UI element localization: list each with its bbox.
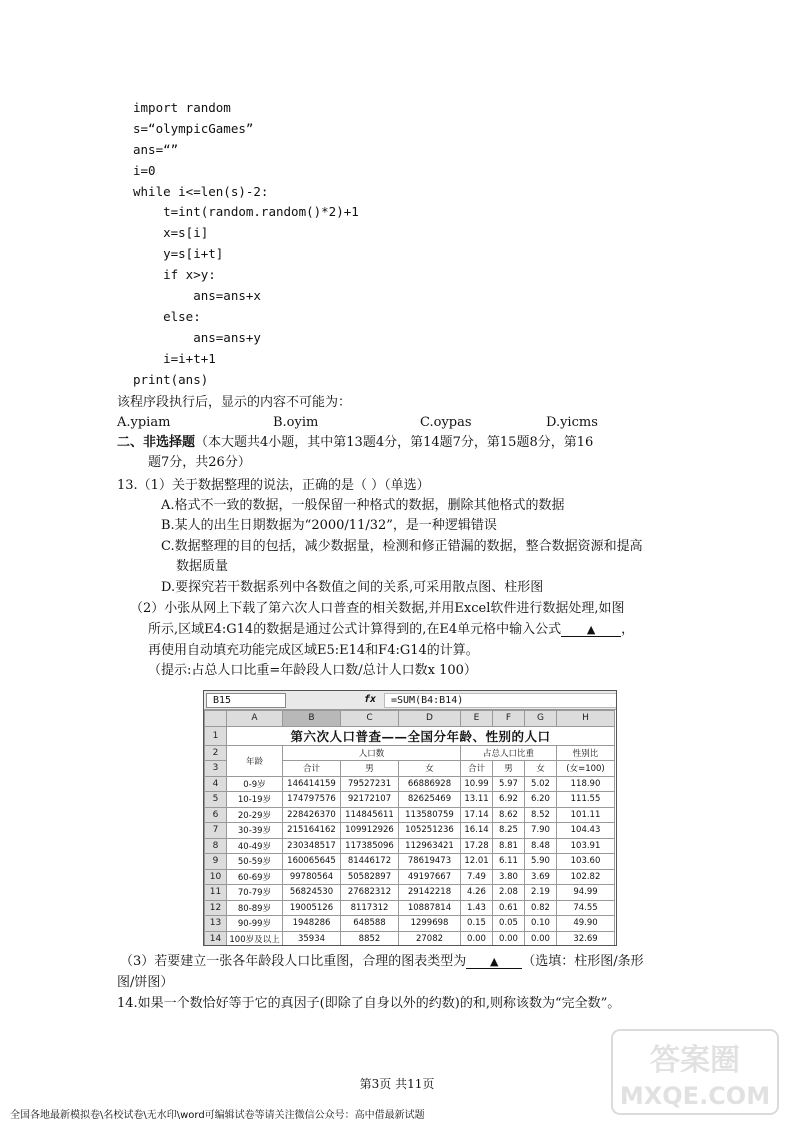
sheet-cell[interactable]: 104.43 — [557, 823, 615, 839]
sheet-cell[interactable]: 27682312 — [341, 885, 399, 901]
q13-part3 — [120, 952, 644, 972]
sheet-cell[interactable]: 12.01 — [461, 854, 493, 870]
row-header[interactable]: 1 — [205, 726, 227, 745]
subheader-cell[interactable]: (女=100) — [557, 761, 615, 777]
sheet-cell[interactable]: 0.61 — [493, 900, 525, 916]
sheet-cell[interactable]: 8117312 — [341, 900, 399, 916]
sheet-cell[interactable]: 74.55 — [557, 900, 615, 916]
sheet-cell[interactable]: 6.11 — [493, 854, 525, 870]
sheet-cell[interactable]: 81446172 — [341, 854, 399, 870]
code-line: x=s[i] — [133, 225, 209, 241]
q13-part3-text: （3）若要建立一张各年龄段人口比重图，合理的图表类型为 — [120, 954, 467, 969]
section-heading: 二、非选择题 — [117, 435, 196, 450]
answer-blank[interactable]: ▲ — [561, 620, 621, 637]
sheet-cell[interactable]: 50-59岁 — [227, 854, 283, 870]
table-row — [205, 776, 615, 792]
q13-part2-text: 所示,区域E4:G14的数据是通过公式计算得到的,在E4单元格中输入公式 — [148, 622, 562, 637]
sheet-cell[interactable]: 40-49岁 — [227, 838, 283, 854]
sheet-cell[interactable]: 4.26 — [461, 885, 493, 901]
column-header[interactable]: F — [493, 711, 525, 727]
sheet-cell[interactable]: 7.49 — [461, 869, 493, 885]
table-row — [205, 792, 615, 808]
row-header[interactable]: 12 — [205, 900, 227, 916]
sheet-cell[interactable]: 8.52 — [525, 807, 557, 823]
answer-blank-2[interactable]: ▲ — [466, 952, 522, 969]
sheet-cell[interactable]: 35934 — [283, 931, 341, 946]
section-desc: （本大题共4小题，其中第13题4分，第14题7分，第15题8分，第16 — [195, 435, 594, 450]
sheet-cell[interactable]: 113580759 — [399, 807, 461, 823]
formula-input[interactable]: =SUM(B4:B14) — [384, 693, 617, 708]
code-line: import random — [133, 100, 231, 115]
sheet-cell[interactable]: 101.11 — [557, 807, 615, 823]
sheet-cell[interactable]: 6.20 — [525, 792, 557, 808]
code-line: t=int(random.random()*2)+1 — [133, 204, 359, 220]
column-header[interactable] — [205, 711, 227, 727]
sheet-cell[interactable]: 146414159 — [283, 776, 341, 792]
q13-part2-line3: 再使用自动填充功能完成区域E5:E14和F4:G14的计算。 — [148, 643, 479, 658]
code-line: while i<=len(s)-2: — [133, 183, 269, 199]
row-header[interactable]: 2 — [205, 745, 227, 761]
sheet-cell[interactable]: 230348517 — [283, 838, 341, 854]
sheet-grid — [204, 710, 615, 946]
row-header[interactable]: 4 — [205, 776, 227, 792]
sheet-title[interactable]: 第六次人口普查——全国分年龄、性别的人口 — [227, 726, 615, 745]
sheet-cell[interactable]: 94.99 — [557, 885, 615, 901]
sheet-cell[interactable]: 0.00 — [461, 931, 493, 946]
code-line: i=i+t+1 — [133, 350, 216, 366]
sheet-cell[interactable]: 2.08 — [493, 885, 525, 901]
formula-bar — [204, 691, 616, 710]
sheet-cell[interactable]: 109912926 — [341, 823, 399, 839]
code-line: ans=“” — [133, 141, 179, 157]
row-header[interactable]: 11 — [205, 885, 227, 901]
code-line: y=s[i+t] — [133, 246, 224, 262]
sheet-cell[interactable]: 32.69 — [557, 931, 615, 946]
row-header[interactable]: 10 — [205, 869, 227, 885]
row-header[interactable]: 8 — [205, 838, 227, 854]
sheet-cell[interactable]: 10.99 — [461, 776, 493, 792]
fx-icon: fx — [364, 694, 377, 705]
header-population[interactable]: 人口数 — [283, 745, 461, 761]
q13-option-c: C.数据整理的目的包括，减少数据量，检测和修正错漏的数据，整合数据资源和提高 — [161, 539, 643, 554]
q13-part3-cont: 图/饼图） — [117, 975, 174, 990]
sheet-cell[interactable]: 174797576 — [283, 792, 341, 808]
table-row — [205, 900, 615, 916]
code-line: ans=ans+x — [133, 288, 261, 304]
page-footer: 第3页 共11页 — [359, 1077, 435, 1091]
table-row — [205, 916, 615, 932]
code-line: s=“olympicGames” — [133, 120, 254, 136]
sheet-cell[interactable]: 90-99岁 — [227, 916, 283, 932]
subheader-cell[interactable]: 合计 — [283, 761, 341, 777]
subheader-cell[interactable]: 女 — [525, 761, 557, 777]
sheet-cell[interactable]: 5.97 — [493, 776, 525, 792]
sheet-cell[interactable]: 5.02 — [525, 776, 557, 792]
svg-text:答案圈: 答案圈 — [650, 1043, 740, 1078]
subheader-cell[interactable]: 男 — [493, 761, 525, 777]
sheet-cell[interactable]: 60-69岁 — [227, 869, 283, 885]
q14-stem: 14.如果一个数恰好等于它的真因子(即除了自身以外的约数)的和,则称该数为“完全数”。 — [117, 996, 621, 1011]
q13-part2-line2 — [148, 620, 634, 640]
column-header[interactable]: E — [461, 711, 493, 727]
q13-part3-options: （选填：柱形图/条形 — [522, 954, 644, 969]
sheet-cell[interactable]: 7.90 — [525, 823, 557, 839]
sheet-cell[interactable]: 8.62 — [493, 807, 525, 823]
sheet-cell[interactable]: 78619473 — [399, 854, 461, 870]
sheet-cell[interactable]: 6.92 — [493, 792, 525, 808]
column-header[interactable]: A — [227, 711, 283, 727]
sheet-cell[interactable]: 56824530 — [283, 885, 341, 901]
bottom-notice: 全国各地最新模拟卷\名校试卷\无水印\word可编辑试卷等请关注微信公众号：高中借最新试题 — [10, 1110, 425, 1121]
sheet-cell[interactable]: 114845611 — [341, 807, 399, 823]
code-line: else: — [133, 308, 201, 324]
column-header[interactable]: G — [525, 711, 557, 727]
subheader-cell[interactable]: 女 — [399, 761, 461, 777]
sheet-cell[interactable]: 13.11 — [461, 792, 493, 808]
q13-option-c-cont: 数据质量 — [176, 559, 229, 574]
sheet-cell[interactable]: 228426370 — [283, 807, 341, 823]
sheet-cell[interactable]: 10887814 — [399, 900, 461, 916]
column-header[interactable]: D — [399, 711, 461, 727]
sheet-cell[interactable]: 82625469 — [399, 792, 461, 808]
sheet-cell[interactable]: 0.00 — [525, 931, 557, 946]
table-row — [205, 838, 615, 854]
sheet-cell[interactable]: 2.19 — [525, 885, 557, 901]
code-line: if x>y: — [133, 267, 216, 283]
sheet-cell[interactable]: 19005126 — [283, 900, 341, 916]
q13-option-a: A.格式不一致的数据，一般保留一种格式的数据，删除其他格式的数据 — [161, 498, 565, 513]
subheader-cell[interactable]: 男 — [341, 761, 399, 777]
sheet-cell[interactable]: 648588 — [341, 916, 399, 932]
sheet-cell[interactable]: 29142218 — [399, 885, 461, 901]
q13-hint: （提示:占总人口比重=年龄段人口数/总计人口数x 100） — [148, 663, 477, 678]
sheet-cell[interactable]: 8.81 — [493, 838, 525, 854]
sheet-cell[interactable]: 66886928 — [399, 776, 461, 792]
sheet-cell[interactable]: 5.90 — [525, 854, 557, 870]
sheet-cell[interactable]: 17.14 — [461, 807, 493, 823]
column-header[interactable]: B — [283, 711, 341, 727]
sheet-cell[interactable]: 30-39岁 — [227, 823, 283, 839]
sheet-cell[interactable]: 215164162 — [283, 823, 341, 839]
section-heading-line — [117, 433, 593, 453]
sheet-cell[interactable]: 3.80 — [493, 869, 525, 885]
code-line: print(ans) — [133, 371, 209, 387]
sheet-cell[interactable]: 16.14 — [461, 823, 493, 839]
sheet-cell[interactable]: 102.82 — [557, 869, 615, 885]
row-header[interactable]: 14 — [205, 931, 227, 946]
q13-part2-comma: ， — [621, 622, 635, 637]
sheet-cell[interactable]: 17.28 — [461, 838, 493, 854]
row-header[interactable]: 9 — [205, 854, 227, 870]
sheet-cell[interactable]: 10-19岁 — [227, 792, 283, 808]
code-line: ans=ans+y — [133, 329, 261, 345]
row-header[interactable]: 13 — [205, 916, 227, 932]
sheet-cell[interactable]: 118.90 — [557, 776, 615, 792]
table-row — [205, 869, 615, 885]
sheet-cell[interactable]: 20-29岁 — [227, 807, 283, 823]
code-line: i=0 — [133, 162, 156, 178]
sheet-cell[interactable]: 8.25 — [493, 823, 525, 839]
row-header[interactable]: 3 — [205, 761, 227, 777]
column-header[interactable]: C — [341, 711, 399, 727]
subheader-cell[interactable]: 合计 — [461, 761, 493, 777]
sheet-cell[interactable]: 0.10 — [525, 916, 557, 932]
sheet-cell[interactable]: 0-9岁 — [227, 776, 283, 792]
sheet-cell[interactable]: 27082 — [399, 931, 461, 946]
sheet-cell[interactable]: 0.15 — [461, 916, 493, 932]
sheet-cell[interactable]: 111.55 — [557, 792, 615, 808]
header-sex-ratio[interactable]: 性别比 — [557, 745, 615, 761]
sheet-cell[interactable]: 103.60 — [557, 854, 615, 870]
sheet-cell[interactable]: 50582897 — [341, 869, 399, 885]
table-row — [205, 823, 615, 839]
sheet-cell[interactable]: 1299698 — [399, 916, 461, 932]
table-row — [205, 807, 615, 823]
sheet-cell[interactable]: 49.90 — [557, 916, 615, 932]
sheet-cell[interactable]: 112963421 — [399, 838, 461, 854]
option-d: D.yicms — [546, 415, 598, 430]
option-c: C.oypas — [420, 415, 472, 430]
section-desc-cont: 题7分，共26分） — [148, 455, 251, 470]
header-age[interactable]: 年龄 — [227, 745, 283, 776]
sheet-cell[interactable]: 100岁及以上 — [227, 931, 283, 946]
code-block — [133, 98, 359, 390]
option-a: A.ypiam — [117, 415, 171, 430]
sheet-cell[interactable]: 8852 — [341, 931, 399, 946]
sheet-cell[interactable]: 80-89岁 — [227, 900, 283, 916]
sheet-cell[interactable]: 1948286 — [283, 916, 341, 932]
sheet-cell[interactable]: 70-79岁 — [227, 885, 283, 901]
question-line: 该程序段执行后，显示的内容不可能为： — [117, 395, 352, 410]
svg-text:MXQE.COM: MXQE.COM — [619, 1082, 771, 1110]
table-row — [205, 885, 615, 901]
sheet-cell[interactable]: 79527231 — [341, 776, 399, 792]
sheet-cell[interactable]: 49197667 — [399, 869, 461, 885]
sheet-cell[interactable]: 105251236 — [399, 823, 461, 839]
table-row — [205, 854, 615, 870]
sheet-cell[interactable]: 117385096 — [341, 838, 399, 854]
sheet-cell[interactable]: 0.05 — [493, 916, 525, 932]
sheet-cell[interactable]: 1.43 — [461, 900, 493, 916]
sheet-cell[interactable]: 99780564 — [283, 869, 341, 885]
name-box[interactable]: B15 — [206, 693, 286, 708]
sheet-cell[interactable]: 8.48 — [525, 838, 557, 854]
column-header[interactable]: H — [557, 711, 615, 727]
sheet-cell[interactable]: 3.69 — [525, 869, 557, 885]
sheet-cell[interactable]: 92172107 — [341, 792, 399, 808]
row-header[interactable]: 5 — [205, 792, 227, 808]
q13-option-b: B.某人的出生日期数据为“2000/11/32”，是一种逻辑错误 — [161, 518, 497, 533]
q13-option-d: D.要探究若干数据系列中各数值之间的关系,可采用散点图、柱形图 — [161, 580, 544, 595]
row-header[interactable]: 7 — [205, 823, 227, 839]
row-header[interactable]: 6 — [205, 807, 227, 823]
option-b: B.oyim — [273, 415, 319, 430]
q13-part2: （2）小张从网上下载了第六次人口普查的相关数据,并用Excel软件进行数据处理,如图 — [130, 601, 625, 616]
sheet-cell[interactable]: 0.00 — [493, 931, 525, 946]
excel-screenshot — [203, 690, 617, 946]
sheet-cell[interactable]: 103.91 — [557, 838, 615, 854]
sheet-cell[interactable]: 0.82 — [525, 900, 557, 916]
table-row — [205, 931, 615, 946]
q13-stem: 13.（1）关于数据整理的说法，正确的是（ ）（单选） — [117, 478, 430, 493]
watermark-logo — [610, 1028, 780, 1116]
sheet-cell[interactable]: 160065645 — [283, 854, 341, 870]
header-ratio[interactable]: 占总人口比重 — [461, 745, 557, 761]
